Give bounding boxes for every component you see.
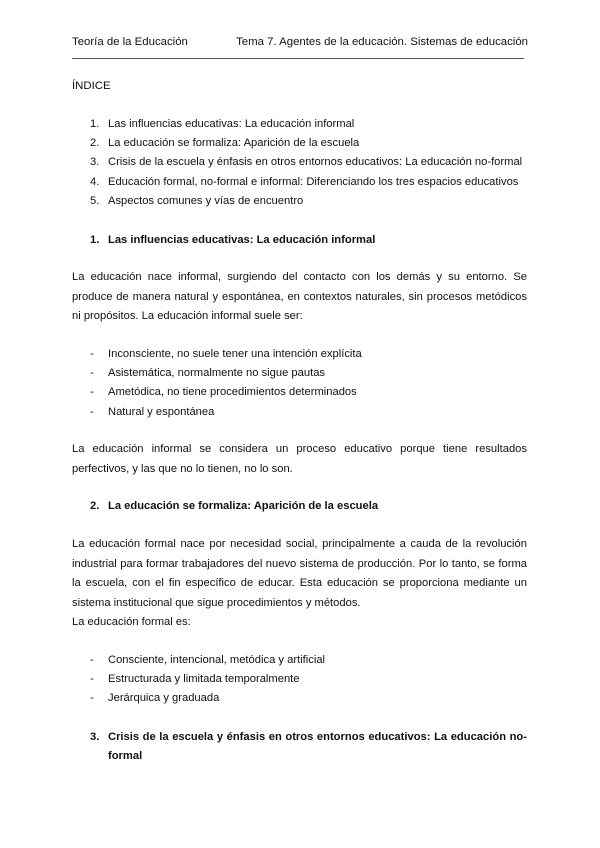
bullet-text: Consciente, intencional, metódica y artificial: [108, 654, 326, 666]
section-2-heading: [90, 500, 378, 512]
section-1-paragraph-2: La educación informal se considera un proceso educativo porque tiene resultados perfectivos, y las que no lo tienen, no lo son.: [72, 443, 527, 475]
bullet-item: - Natural y espontánea: [90, 405, 215, 418]
index-item-text: Crisis de la escuela y énfasis en otros entornos educativos: La educación no-formal: [108, 156, 523, 169]
index-item-text: Las influencias educativas: La educación informal: [108, 118, 355, 130]
bullet-text: Estructurada y limitada temporalmente: [108, 673, 300, 686]
index-item-text: Educación formal, no-formal e informal: Diferenciando los tres espacios educativos: [108, 175, 519, 188]
index-item-text: La educación se formaliza: Aparición de la escuela: [108, 137, 360, 150]
section-1-title: Las influencias educativas: La educación informal: [108, 234, 376, 246]
bullet-item: - Asistemática, normalmente no sigue pautas: [90, 367, 326, 380]
index-item: [90, 137, 522, 156]
index-item: [90, 156, 522, 175]
section-1-paragraph-1: La educación nace informal, surgiendo del contacto con los demás y su entorno. Se produce de manera natural y espontánea, en contextos naturales, sin procesos metódicos ni propósitos. La educación informal suele ser:: [72, 271, 527, 323]
index-item-number: 1.: [90, 118, 100, 130]
index-title: ÍNDICE: [72, 80, 111, 92]
section-2-bullet-list: [90, 654, 325, 712]
section-1-number: 1.: [90, 234, 100, 246]
bullet-text: Natural y espontánea: [108, 405, 215, 418]
section-2-number: 2.: [90, 500, 100, 512]
section-3-heading: [90, 728, 527, 766]
bullet-item: - Ametódica, no tiene procedimientos determinados: [90, 386, 357, 399]
header-right: Tema 7. Agentes de la educación. Sistemas de educación: [236, 36, 528, 48]
bullet-item: - Inconsciente, no suele tener una intención explícita: [90, 348, 362, 360]
section-3-title: Crisis de la escuela y énfasis en otros entornos educativos: La educación no-formal: [108, 731, 527, 762]
bullet-item: - Jerárquica y graduada: [90, 692, 220, 705]
index-item: [90, 176, 522, 195]
section-3-number: 3.: [90, 731, 100, 743]
index-item-number: 3.: [90, 156, 100, 169]
bullet-text: Ametódica, no tiene procedimientos determinados: [108, 386, 357, 399]
header-divider: [72, 58, 524, 59]
bullet-text: Inconsciente, no suele tener una intención explícita: [108, 348, 362, 360]
index-item-number: 2.: [90, 137, 100, 150]
index-item-text: Aspectos comunes y vías de encuentro: [108, 194, 304, 207]
section-2-paragraph-1: La educación formal nace por necesidad social, principalmente a cauda de la revolución industrial para formar trabajadores del nuevo sistema de producción. Por lo tanto, se forma la escuela, con el fin específico de educar. Esta educación se proporciona mediante un sistema institucional que sigue procedimientos y métodos.: [72, 538, 527, 609]
bullet-text: Asistemática, normalmente no sigue pautas: [108, 367, 326, 380]
index-item-number: 5.: [90, 194, 100, 207]
index-item-number: 4.: [90, 175, 100, 188]
page-header: [72, 36, 528, 52]
section-2-title: La educación se formaliza: Aparición de la escuela: [108, 500, 379, 512]
index-list: [90, 118, 522, 214]
section-2-intro: La educación formal es:: [72, 616, 191, 628]
section-1-bullet-list: [90, 348, 362, 425]
section-1-heading: [90, 234, 375, 246]
index-item: [90, 118, 522, 137]
header-left: Teoría de la Educación: [72, 36, 188, 48]
bullet-text: Jerárquica y graduada: [108, 692, 220, 705]
bullet-item: - Consciente, intencional, metódica y artificial: [90, 654, 326, 666]
index-item: [90, 195, 522, 214]
bullet-item: - Estructurada y limitada temporalmente: [90, 673, 300, 686]
